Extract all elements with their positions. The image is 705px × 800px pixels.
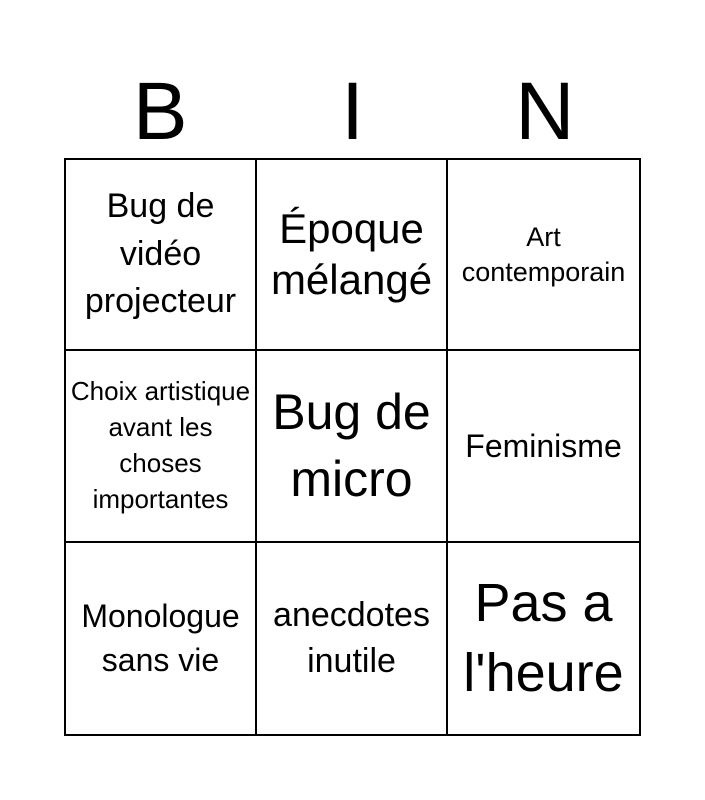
- cell-text: Monologue sans vie: [81, 597, 240, 679]
- bingo-cell[interactable]: [448, 543, 639, 734]
- cell-text: Pas a l'heure: [463, 573, 624, 704]
- bingo-board: [64, 158, 641, 736]
- bingo-cell[interactable]: [66, 543, 257, 734]
- bingo-cell[interactable]: [448, 160, 639, 351]
- bingo-cell[interactable]: [448, 351, 639, 542]
- bingo-cell[interactable]: [66, 351, 257, 542]
- cell-text: Époque mélangé: [270, 205, 433, 303]
- cell-text: Art contemporain: [461, 222, 626, 287]
- bingo-header: [64, 66, 641, 158]
- bingo-cell[interactable]: [257, 543, 448, 734]
- cell-text: Bug de vidéo projecteur: [84, 187, 237, 321]
- cell-text: Feminisme: [465, 427, 622, 464]
- cell-text: Choix artistique avant les choses importantes: [70, 376, 251, 514]
- bingo-cell[interactable]: [66, 160, 257, 351]
- header-letter-n: N: [515, 66, 575, 157]
- bingo-cell[interactable]: [257, 160, 448, 351]
- header-letter-b: B: [132, 66, 188, 157]
- header-letter-i: I: [341, 66, 364, 157]
- cell-text: anecdotes inutile: [273, 596, 430, 681]
- cell-text: Bug de micro: [272, 383, 431, 507]
- bingo-cell[interactable]: [257, 351, 448, 542]
